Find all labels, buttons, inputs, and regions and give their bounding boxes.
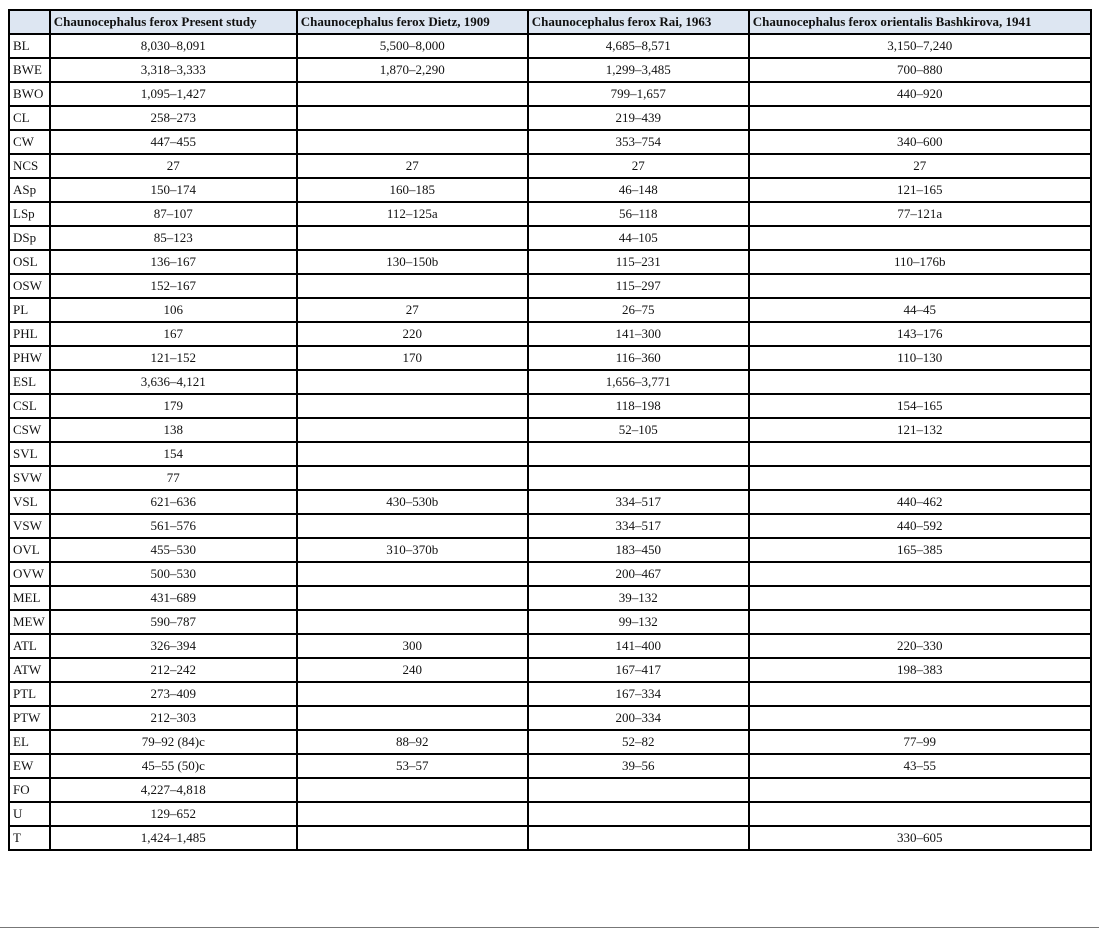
row-label-cell: BWO [9,82,50,106]
value-cell: 44–105 [528,226,749,250]
table-row [9,802,1091,826]
table-row [9,634,1091,658]
row-label-cell: PL [9,298,50,322]
value-cell: 621–636 [50,490,297,514]
row-label-cell: MEL [9,586,50,610]
row-label-cell: EL [9,730,50,754]
value-cell: 141–300 [528,322,749,346]
column-header: Chaunocephalus ferox orientalis Bashkirova, 1941 [749,10,1091,34]
value-cell: 561–576 [50,514,297,538]
row-label-cell: SVL [9,442,50,466]
value-cell: 27 [297,154,528,178]
value-cell [297,394,528,418]
value-cell: 79–92 (84)c [50,730,297,754]
table-row [9,322,1091,346]
row-label-cell: OVW [9,562,50,586]
table-row [9,178,1091,202]
value-cell: 121–132 [749,418,1091,442]
value-cell: 170 [297,346,528,370]
value-cell: 150–174 [50,178,297,202]
table-row [9,106,1091,130]
value-cell: 179 [50,394,297,418]
table-row [9,34,1091,58]
value-cell [749,370,1091,394]
column-header: Chaunocephalus ferox Rai, 1963 [528,10,749,34]
row-label-cell: PHW [9,346,50,370]
value-cell [297,610,528,634]
value-cell: 3,318–3,333 [50,58,297,82]
value-cell [297,130,528,154]
value-cell: 1,656–3,771 [528,370,749,394]
value-cell: 799–1,657 [528,82,749,106]
value-cell: 154–165 [749,394,1091,418]
value-cell: 431–689 [50,586,297,610]
row-label-cell: CW [9,130,50,154]
value-cell: 77 [50,466,297,490]
row-label-cell: ATL [9,634,50,658]
value-cell: 106 [50,298,297,322]
row-label-cell: MEW [9,610,50,634]
table-row [9,370,1091,394]
row-label-cell: U [9,802,50,826]
value-cell [297,802,528,826]
header-row [9,10,1091,34]
value-cell: 110–130 [749,346,1091,370]
value-cell: 27 [50,154,297,178]
value-cell: 310–370b [297,538,528,562]
value-cell: 99–132 [528,610,749,634]
value-cell: 340–600 [749,130,1091,154]
value-cell: 121–165 [749,178,1091,202]
column-header: Chaunocephalus ferox Present study [50,10,297,34]
value-cell: 167–334 [528,682,749,706]
row-label-cell: CSW [9,418,50,442]
value-cell: 334–517 [528,514,749,538]
table-row [9,442,1091,466]
row-label-cell: DSp [9,226,50,250]
value-cell: 240 [297,658,528,682]
value-cell [749,778,1091,802]
value-cell [297,562,528,586]
table-row [9,466,1091,490]
value-cell: 52–82 [528,730,749,754]
value-cell: 300 [297,634,528,658]
value-cell: 77–121a [749,202,1091,226]
value-cell [297,466,528,490]
value-cell [528,442,749,466]
value-cell: 115–231 [528,250,749,274]
value-cell [749,586,1091,610]
value-cell: 258–273 [50,106,297,130]
value-cell [297,514,528,538]
row-label-cell: CSL [9,394,50,418]
table-row [9,778,1091,802]
value-cell: 326–394 [50,634,297,658]
row-label-cell: VSW [9,514,50,538]
value-cell: 212–242 [50,658,297,682]
value-cell [297,586,528,610]
value-cell: 455–530 [50,538,297,562]
row-label-cell: T [9,826,50,850]
value-cell: 39–56 [528,754,749,778]
table-container [8,9,1092,851]
value-cell: 56–118 [528,202,749,226]
row-label-cell: LSp [9,202,50,226]
value-cell: 129–652 [50,802,297,826]
value-cell: 53–57 [297,754,528,778]
value-cell [749,466,1091,490]
row-label-cell: BWE [9,58,50,82]
row-label-cell: ASp [9,178,50,202]
value-cell [297,682,528,706]
column-header [9,10,50,34]
measurements-table [8,9,1092,851]
value-cell [297,778,528,802]
row-label-cell: PTL [9,682,50,706]
row-label-cell: SVW [9,466,50,490]
value-cell [749,562,1091,586]
row-label-cell: OSL [9,250,50,274]
value-cell: 219–439 [528,106,749,130]
value-cell: 136–167 [50,250,297,274]
value-cell [297,826,528,850]
value-cell: 700–880 [749,58,1091,82]
table-row [9,490,1091,514]
value-cell: 447–455 [50,130,297,154]
row-label-cell: OSW [9,274,50,298]
value-cell: 8,030–8,091 [50,34,297,58]
table-row [9,682,1091,706]
value-cell [297,442,528,466]
value-cell: 115–297 [528,274,749,298]
row-label-cell: VSL [9,490,50,514]
value-cell [749,706,1091,730]
value-cell: 3,636–4,121 [50,370,297,394]
table-row [9,562,1091,586]
divider [0,927,1099,928]
value-cell: 27 [528,154,749,178]
table-row [9,826,1091,850]
value-cell: 152–167 [50,274,297,298]
value-cell: 160–185 [297,178,528,202]
value-cell: 121–152 [50,346,297,370]
value-cell: 118–198 [528,394,749,418]
row-label-cell: EW [9,754,50,778]
value-cell: 353–754 [528,130,749,154]
table-row [9,130,1091,154]
row-label-cell: PTW [9,706,50,730]
value-cell: 52–105 [528,418,749,442]
value-cell: 1,424–1,485 [50,826,297,850]
value-cell [749,682,1091,706]
table-row [9,394,1091,418]
value-cell: 212–303 [50,706,297,730]
table-row [9,82,1091,106]
value-cell: 1,299–3,485 [528,58,749,82]
value-cell [528,826,749,850]
table-row [9,226,1091,250]
value-cell: 4,227–4,818 [50,778,297,802]
value-cell: 27 [749,154,1091,178]
table-row [9,418,1091,442]
value-cell: 39–132 [528,586,749,610]
value-cell: 200–334 [528,706,749,730]
table-body [9,34,1091,850]
table-row [9,658,1091,682]
value-cell: 27 [297,298,528,322]
column-header: Chaunocephalus ferox Dietz, 1909 [297,10,528,34]
value-cell [749,610,1091,634]
value-cell [297,106,528,130]
value-cell: 110–176b [749,250,1091,274]
value-cell: 167–417 [528,658,749,682]
value-cell: 77–99 [749,730,1091,754]
value-cell: 141–400 [528,634,749,658]
value-cell: 273–409 [50,682,297,706]
value-cell: 220–330 [749,634,1091,658]
value-cell [528,802,749,826]
table-row [9,202,1091,226]
value-cell [749,274,1091,298]
row-label-cell: ESL [9,370,50,394]
value-cell: 440–592 [749,514,1091,538]
value-cell [297,226,528,250]
table-header [9,10,1091,34]
value-cell: 430–530b [297,490,528,514]
value-cell: 200–467 [528,562,749,586]
value-cell: 87–107 [50,202,297,226]
table-row [9,58,1091,82]
row-label-cell: CL [9,106,50,130]
value-cell: 500–530 [50,562,297,586]
table-row [9,730,1091,754]
value-cell: 440–920 [749,82,1091,106]
value-cell [528,778,749,802]
value-cell: 112–125a [297,202,528,226]
value-cell: 88–92 [297,730,528,754]
value-cell: 1,870–2,290 [297,58,528,82]
table-row [9,610,1091,634]
row-label-cell: FO [9,778,50,802]
value-cell [297,370,528,394]
row-label-cell: BL [9,34,50,58]
value-cell [749,106,1091,130]
table-row [9,514,1091,538]
value-cell: 138 [50,418,297,442]
value-cell: 590–787 [50,610,297,634]
table-row [9,346,1091,370]
table-row [9,706,1091,730]
row-label-cell: NCS [9,154,50,178]
value-cell: 165–385 [749,538,1091,562]
value-cell: 5,500–8,000 [297,34,528,58]
value-cell: 183–450 [528,538,749,562]
table-row [9,274,1091,298]
table-row [9,538,1091,562]
value-cell: 1,095–1,427 [50,82,297,106]
table-row [9,250,1091,274]
value-cell: 167 [50,322,297,346]
value-cell [528,466,749,490]
value-cell: 44–45 [749,298,1091,322]
value-cell: 330–605 [749,826,1091,850]
value-cell: 85–123 [50,226,297,250]
value-cell: 143–176 [749,322,1091,346]
value-cell [297,274,528,298]
value-cell: 46–148 [528,178,749,202]
value-cell [749,442,1091,466]
value-cell: 198–383 [749,658,1091,682]
value-cell: 130–150b [297,250,528,274]
row-label-cell: ATW [9,658,50,682]
table-row [9,298,1091,322]
row-label-cell: PHL [9,322,50,346]
value-cell: 26–75 [528,298,749,322]
table-row [9,586,1091,610]
value-cell [297,418,528,442]
value-cell [297,82,528,106]
value-cell: 116–360 [528,346,749,370]
value-cell: 3,150–7,240 [749,34,1091,58]
value-cell: 334–517 [528,490,749,514]
value-cell: 4,685–8,571 [528,34,749,58]
value-cell [749,226,1091,250]
row-label-cell: OVL [9,538,50,562]
value-cell: 45–55 (50)c [50,754,297,778]
value-cell [297,706,528,730]
value-cell: 154 [50,442,297,466]
table-row [9,154,1091,178]
table-row [9,754,1091,778]
value-cell [749,802,1091,826]
value-cell: 43–55 [749,754,1091,778]
value-cell: 220 [297,322,528,346]
value-cell: 440–462 [749,490,1091,514]
